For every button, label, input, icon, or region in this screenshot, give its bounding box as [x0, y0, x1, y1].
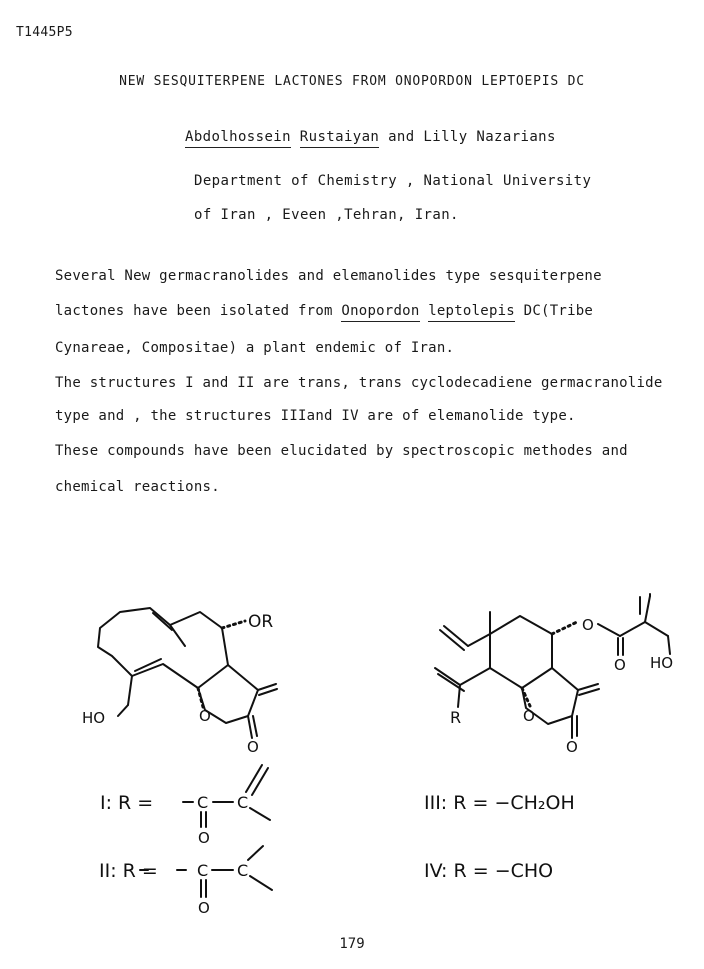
compound-III-label: III: R = −CH₂OH [424, 792, 575, 814]
plant-species: leptolepis [428, 303, 515, 322]
compound-I-label: I: R = [100, 792, 154, 814]
germacranolide-stereo-bonds [198, 621, 245, 707]
affiliation-line-2: of Iran , Eveen ,Tehran, Iran. [194, 207, 459, 223]
elemanolide-structure [435, 594, 670, 738]
author-last-name: Rustaiyan [300, 129, 379, 148]
elemanolide-stereo-bonds [522, 622, 577, 706]
hydroxyl-left-label: HO [82, 709, 106, 727]
carbonyl-oxygen-I: O [198, 829, 210, 847]
lactone-ring-oxygen-left: O [199, 707, 211, 725]
alkyl-carbon-II: C [237, 861, 249, 880]
abstract-line-2-pre: lactones have been isolated from [55, 303, 342, 319]
hydroxyl-right-label: HO [650, 654, 674, 672]
paper-code: T1445P5 [16, 25, 73, 40]
acyl-carbon-II: C [197, 861, 209, 880]
plant-genus: Onopordon [341, 303, 419, 322]
or-label: OR [248, 612, 274, 632]
authors-rest: and Lilly Nazarians [379, 129, 556, 145]
lactone-carbonyl-oxygen-right: O [566, 738, 578, 756]
lactone-carbonyl-oxygen-left: O [247, 738, 259, 756]
abstract-line-3: Cynareae, Compositae) a plant endemic of Iran. [55, 340, 455, 356]
abstract-line-4: The structures I and II are trans, trans cyclodecadiene germacranolide [55, 375, 663, 391]
abstract-line-1: Several New germacranolides and elemanolides type sesquiterpene [55, 268, 602, 284]
author-first-name: Abdolhossein [185, 129, 291, 148]
abstract-line-6: These compounds have been elucidated by spectroscopic methodes and [55, 443, 628, 459]
carbonyl-oxygen-II: O [198, 899, 210, 917]
ester-oxygen: O [582, 616, 594, 634]
r-right-label: R [450, 708, 462, 727]
abstract-line-2-post: DC(Tribe [515, 303, 594, 319]
page-number: 179 [339, 936, 365, 952]
abstract-line-5: type and , the structures IIIand IV are of elemanolide type. [55, 408, 576, 424]
abstract-line-7: chemical reactions. [55, 479, 220, 495]
paper-title: NEW SESQUITERPENE LACTONES FROM ONOPORDON LEPTOEPIS DC [119, 74, 585, 89]
acyl-carbon-I: C [197, 793, 209, 812]
compound-II-label: II: R = [99, 860, 158, 882]
ester-carbonyl-oxygen: O [614, 656, 626, 674]
lactone-ring-oxygen-right: O [523, 707, 535, 725]
vinyl-carbon-I: C [237, 793, 249, 812]
affiliation-line-1: Department of Chemistry , National University [194, 173, 592, 189]
compound-IV-label: IV: R = −CHO [424, 860, 554, 882]
